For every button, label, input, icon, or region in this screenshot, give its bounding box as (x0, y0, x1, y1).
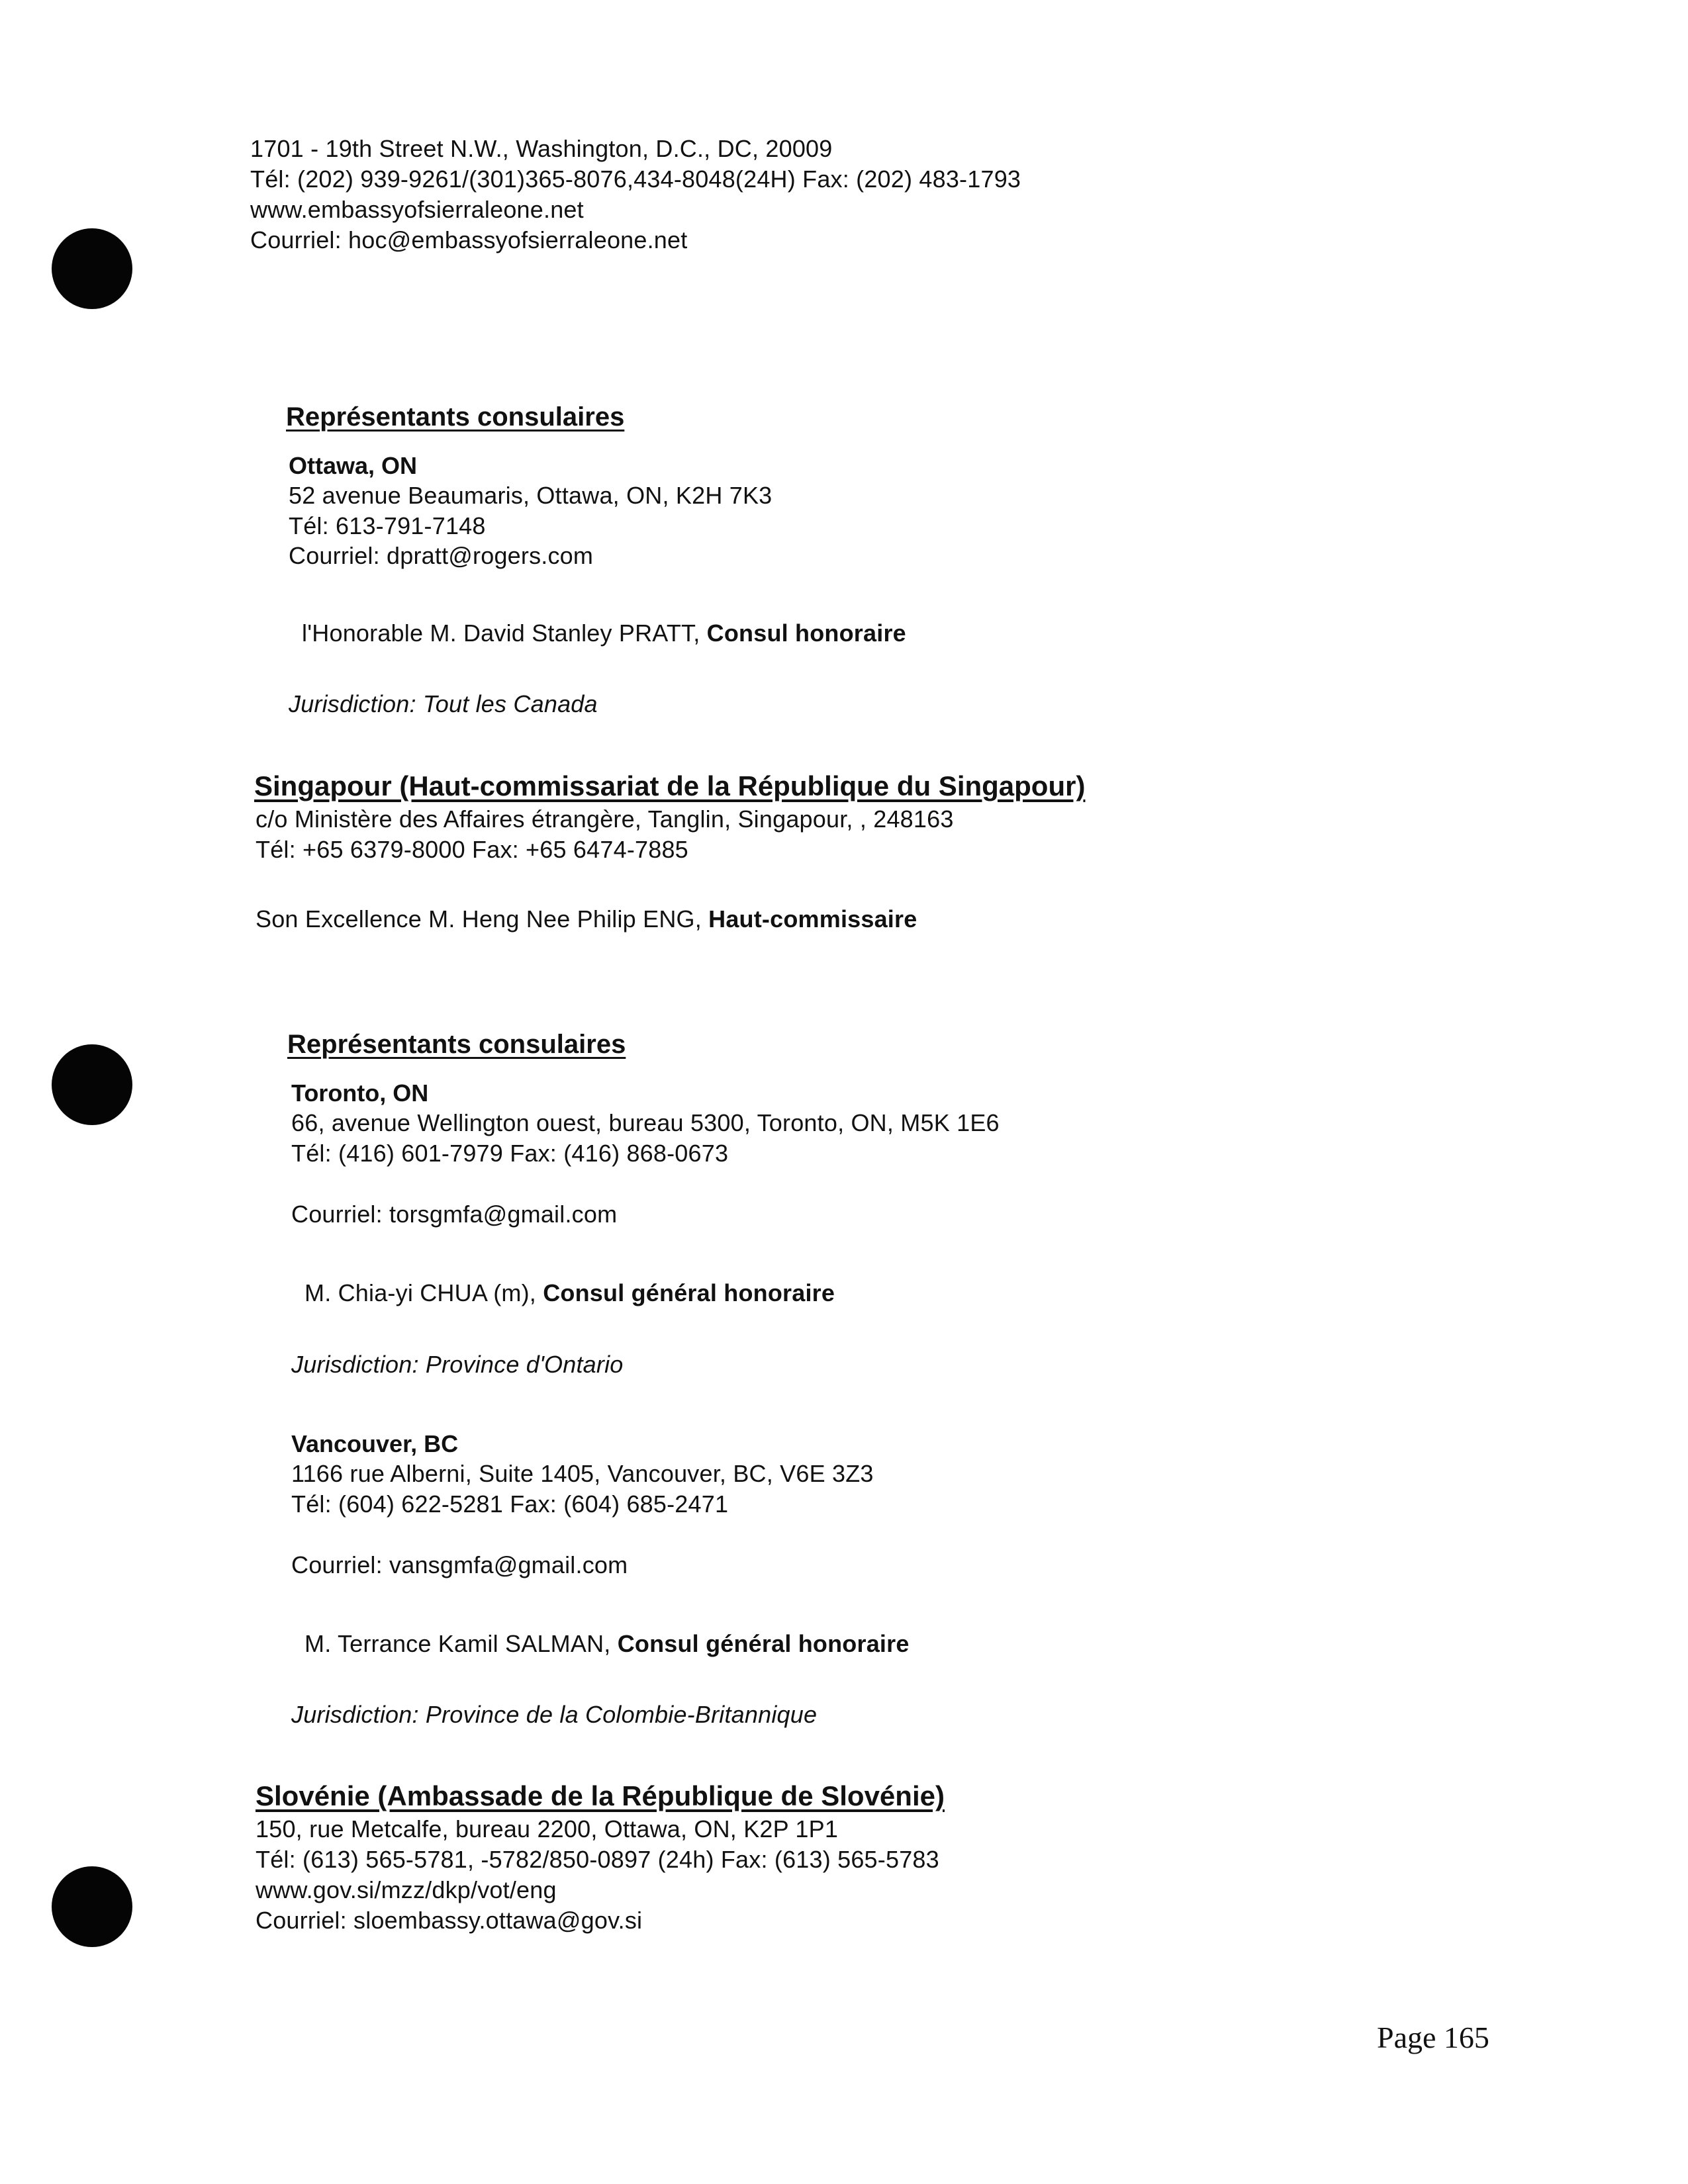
mission-tel: Tél: (613) 565-5781, -5782/850-0897 (24h) Fax: (613) 565-5783 (256, 1846, 939, 1873)
office-tel: Tél: 613-791-7148 (289, 512, 486, 539)
consul-title: Consul honoraire (706, 619, 906, 647)
prev-entry-tel: Tél: (202) 939-9261/(301)365-8076,434-8048(24H) Fax: (202) 483-1793 (250, 165, 1021, 193)
head-of-mission (256, 905, 917, 934)
consul-name: l'Honorable M. David Stanley PRATT, (302, 619, 707, 647)
office-city: Toronto, ON (291, 1079, 429, 1107)
jurisdiction: Jurisdiction: Province de la Colombie-Britannique (291, 1701, 818, 1728)
consular-heading: Représentants consulaires (287, 1030, 626, 1059)
binder-hole-middle (52, 1044, 132, 1125)
consul-entry (302, 619, 906, 648)
consul-entry (305, 1629, 910, 1659)
prev-entry-email: Courriel: hoc@embassyofsierraleone.net (250, 226, 688, 253)
binder-hole-bottom (52, 1866, 132, 1947)
mission-address: c/o Ministère des Affaires étrangère, Tanglin, Singapour, , 248163 (256, 805, 954, 833)
office-address: 1166 rue Alberni, Suite 1405, Vancouver, BC, V6E 3Z3 (291, 1460, 874, 1487)
office-city: Vancouver, BC (291, 1430, 459, 1457)
consular-heading: Représentants consulaires (286, 402, 625, 432)
head-name: Son Excellence M. Heng Nee Philip ENG, (256, 905, 709, 933)
jurisdiction: Jurisdiction: Province d'Ontario (291, 1351, 624, 1378)
office-tel: Tél: (604) 622-5281 Fax: (604) 685-2471 (291, 1490, 729, 1518)
consul-title: Consul général honoraire (543, 1279, 835, 1306)
mission-address: 150, rue Metcalfe, bureau 2200, Ottawa, ON, K2P 1P1 (256, 1815, 839, 1843)
country-heading-slovenia: Slovénie (Ambassade de la République de Slovénie) (256, 1780, 945, 1811)
office-address: 52 avenue Beaumaris, Ottawa, ON, K2H 7K3 (289, 482, 773, 509)
mission-tel: Tél: +65 6379-8000 Fax: +65 6474-7885 (256, 836, 688, 863)
binder-hole-top (52, 228, 132, 309)
page-number: Page 165 (1377, 2021, 1489, 2054)
consul-title: Consul général honoraire (617, 1630, 910, 1657)
country-heading-singapore: Singapour (Haut-commissariat de la République du Singapour) (254, 770, 1086, 801)
consul-name: M. Terrance Kamil SALMAN, (305, 1630, 618, 1657)
office-address: 66, avenue Wellington ouest, bureau 5300, Toronto, ON, M5K 1E6 (291, 1109, 1000, 1136)
office-email: Courriel: dpratt@rogers.com (289, 542, 594, 569)
consul-entry (305, 1279, 835, 1308)
office-email: Courriel: vansgmfa@gmail.com (291, 1551, 628, 1578)
prev-entry-web: www.embassyofsierraleone.net (250, 196, 584, 223)
prev-entry-address: 1701 - 19th Street N.W., Washington, D.C., DC, 20009 (250, 135, 833, 162)
office-city: Ottawa, ON (289, 452, 418, 479)
mission-email: Courriel: sloembassy.ottawa@gov.si (256, 1907, 643, 1934)
office-tel: Tél: (416) 601-7979 Fax: (416) 868-0673 (291, 1140, 729, 1167)
head-title: Haut-commissaire (708, 905, 917, 933)
consul-name: M. Chia-yi CHUA (m), (305, 1279, 543, 1306)
jurisdiction: Jurisdiction: Tout les Canada (289, 690, 598, 717)
mission-web: www.gov.si/mzz/dkp/vot/eng (256, 1876, 557, 1903)
office-email: Courriel: torsgmfa@gmail.com (291, 1201, 618, 1228)
